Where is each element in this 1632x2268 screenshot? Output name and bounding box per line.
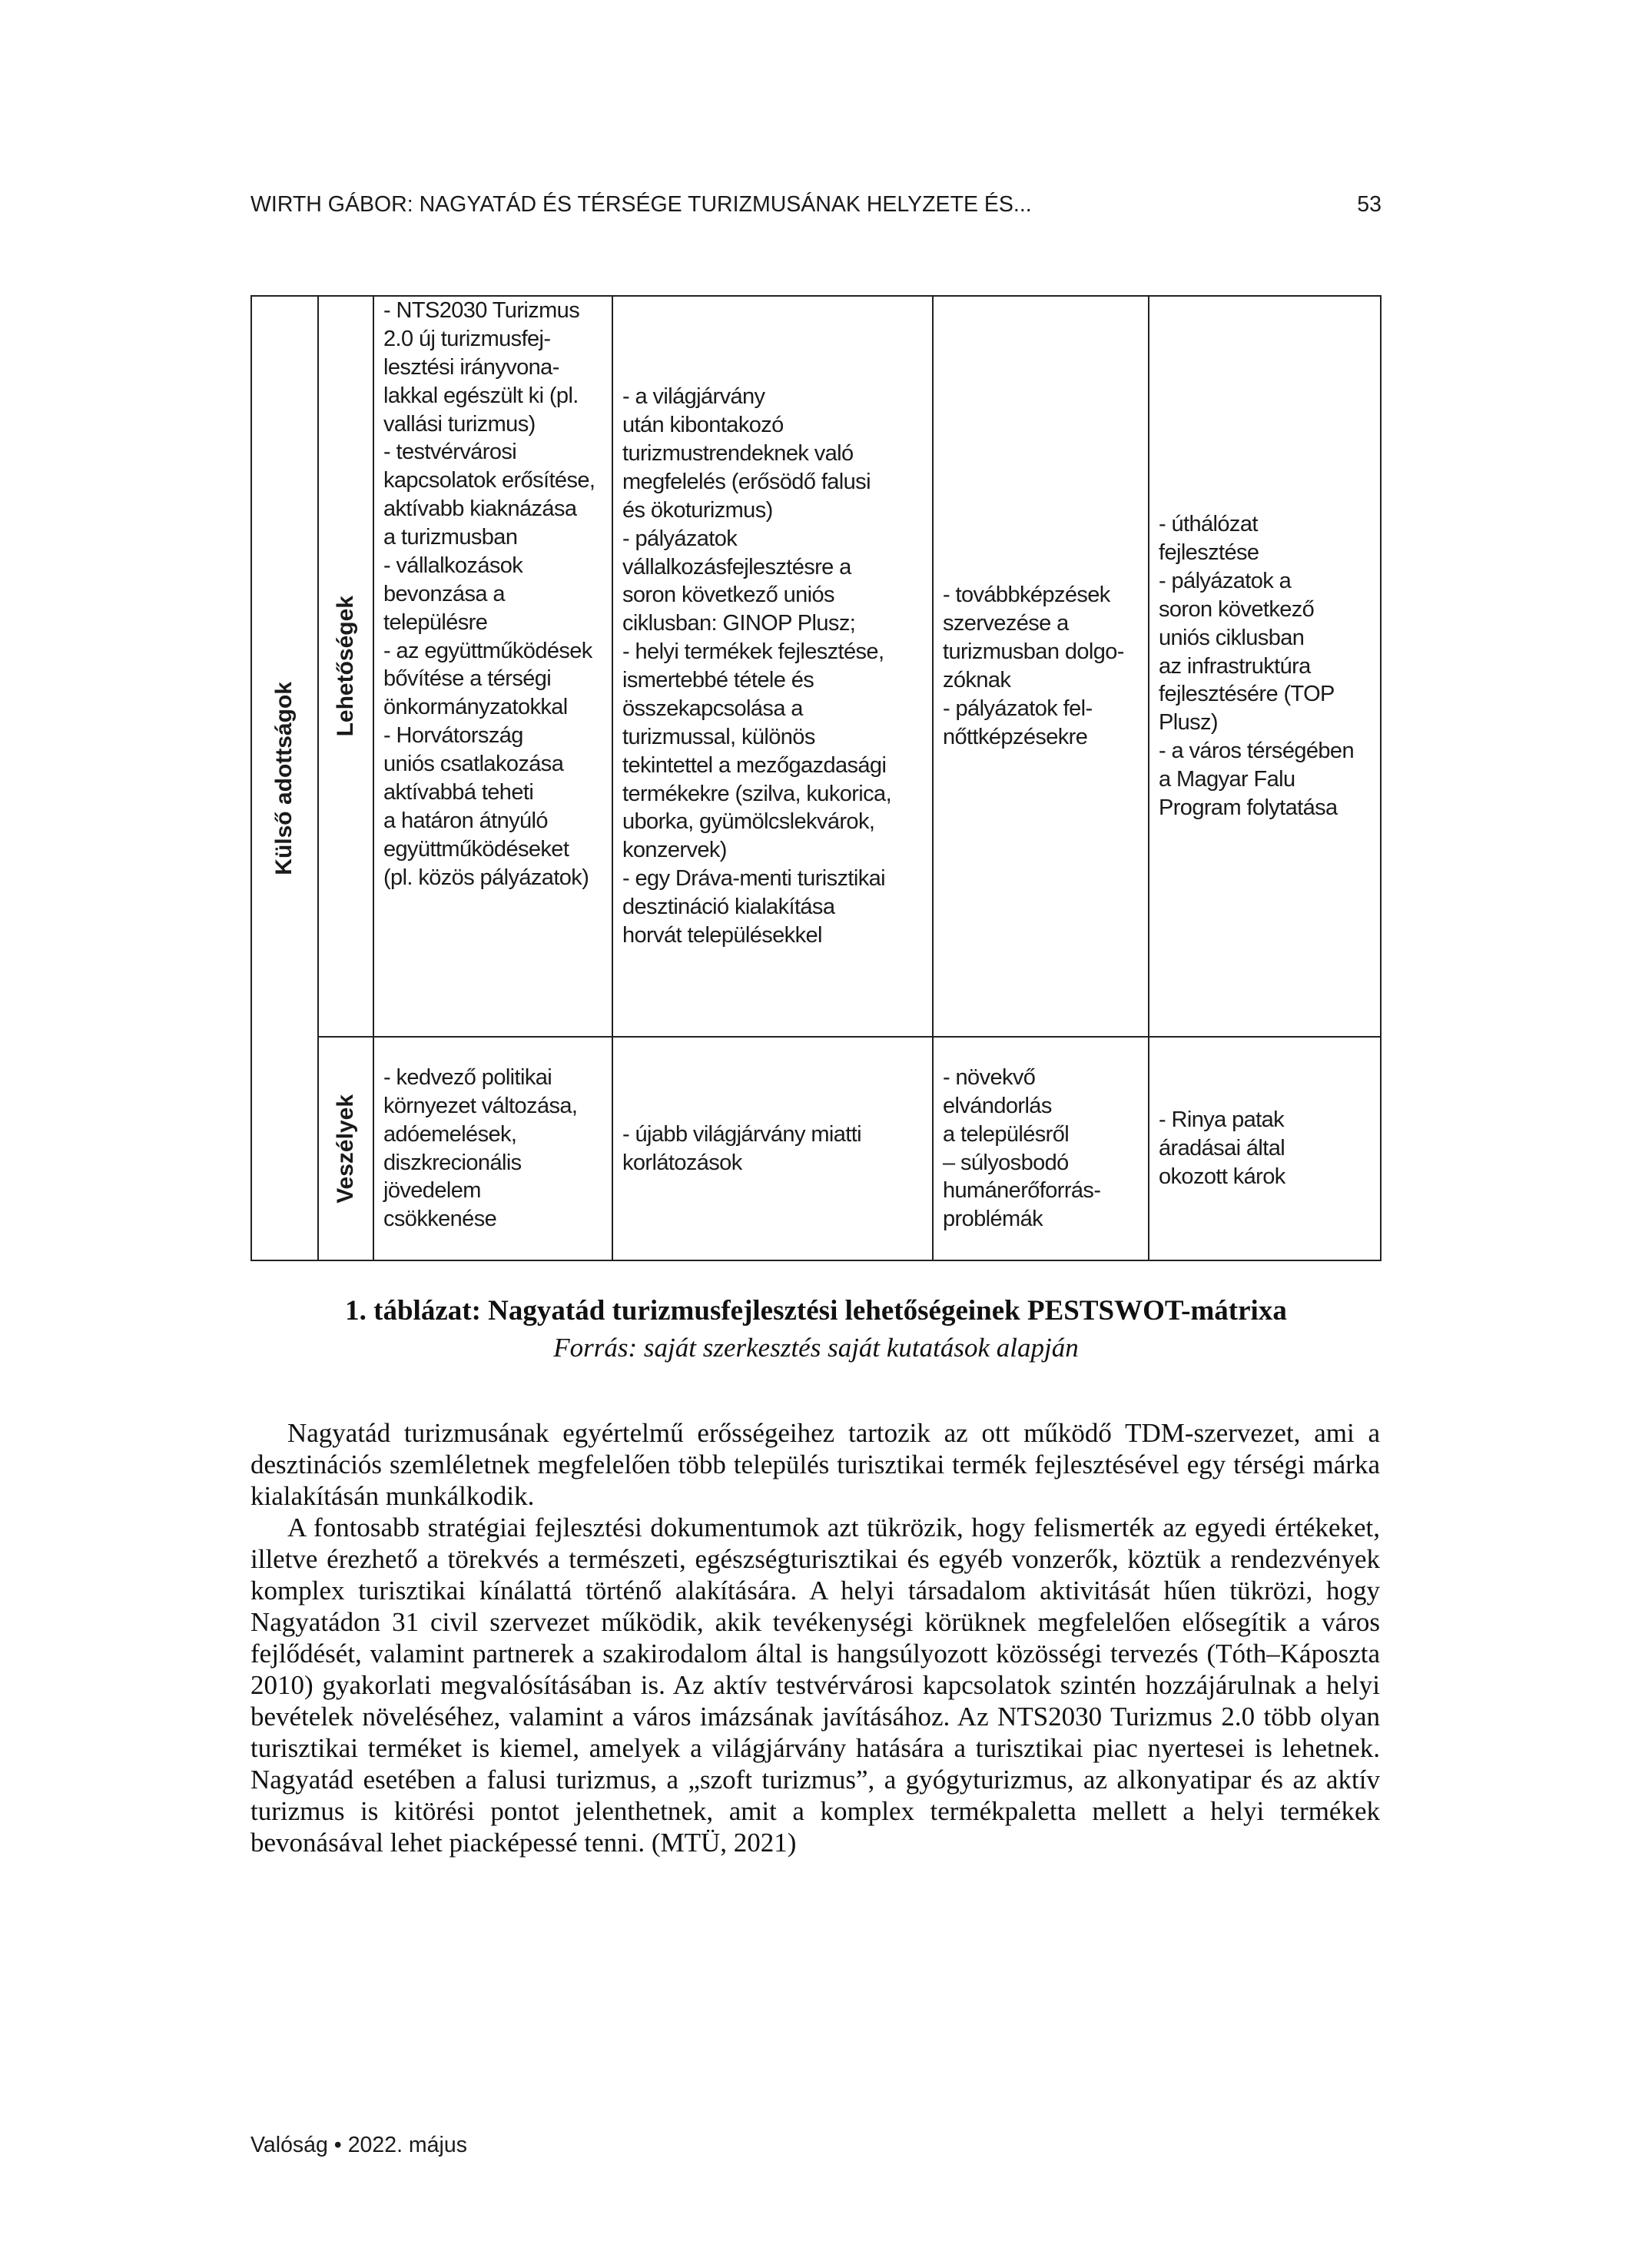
table-cell: - továbbképzések szervezése a turizmusban dolgo- zóknak - pályázatok fel- nőttképzésekre bbox=[933, 296, 1149, 1037]
table-caption-title: 1. táblázat: Nagyatád turizmusfejlesztési lehetőségeinek PESTSWOT-mátrixa bbox=[345, 1295, 1287, 1327]
running-head-title: WIRTH GÁBOR: NAGYATÁD ÉS TÉRSÉGE TURIZMUSÁNAK HELYZETE ÉS... bbox=[250, 192, 1032, 217]
table-cell: - kedvező politikai környezet változása, adóemelések, diszkrecionális jövedelem csökkenése bbox=[373, 1037, 612, 1260]
row-label-cell bbox=[318, 1037, 373, 1260]
table-caption-source: Forrás: saját szerkesztés saját kutatások alapján bbox=[553, 1333, 1079, 1363]
page-footer: Valóság • 2022. május bbox=[250, 2133, 467, 2157]
table-cell: - a világjárvány után kibontakozó turizmustrendeknek való megfelelés (erősödő falusi és ökoturizmus) - pályázatok vállalkozásfejlesztésre a soron következő uniós ciklusban: GINOP Plusz; - helyi termékek fejlesztése, ismertebbé tétele és összekapcsolása a turizmussal, különös tekintettel a mezőgazdasági termékekre (szilva, kukorica, uborka, gyümölcslekvárok, konzervek) - egy Dráva-menti turisztikai desztináció kialakítása horvát településekkel bbox=[612, 296, 933, 1037]
row-label-threats: Veszélyek bbox=[332, 1094, 358, 1204]
table-cell: - Rinya patak áradásai által okozott károk bbox=[1149, 1037, 1381, 1260]
table-row bbox=[251, 1037, 1381, 1260]
outer-label: Külső adottságok bbox=[271, 681, 297, 875]
outer-label-cell bbox=[251, 296, 318, 1260]
row-label-cell bbox=[318, 296, 373, 1037]
pestswot-table bbox=[250, 295, 1382, 1261]
paragraph: Nagyatád turizmusának egyértelmű erősségeihez tartozik az ott működő TDM-szervezet, ami a desztinációs szemléletnek megfelelően több település turisztikai termék fejlesztésével egy térségi márka kialakításán munkálkodik. bbox=[250, 1418, 1380, 1511]
table-row bbox=[251, 296, 1381, 1037]
running-head bbox=[250, 192, 1382, 218]
table-cell: - úthálózat fejlesztése - pályázatok a soron következő uniós ciklusban az infrastruktúra fejlesztésére (TOP Plusz) - a város térségében a Magyar Falu Program folytatása bbox=[1149, 296, 1381, 1037]
page-number: 53 bbox=[1357, 192, 1382, 217]
table-cell: - újabb világjárvány miatti korlátozások bbox=[612, 1037, 933, 1260]
row-label-opportunities: Lehetőségek bbox=[332, 596, 358, 737]
table-cell: - NTS2030 Turizmus 2.0 új turizmusfej- lesztési irányvona- lakkal egészült ki (pl. vallási turizmus) - testvérvárosi kapcsolatok erősítése, aktívabb kiaknázása a turizmusban - vállalkozások bevonzása a településre - az együttműködések bővítése a térségi önkormányzatokkal - Horvátország uniós csatlakozása aktívabbá teheti a határon átnyúló együttműködéseket (pl. közös pályázatok) bbox=[373, 296, 612, 1037]
paragraph: A fontosabb stratégiai fejlesztési dokumentumok azt tükrözik, hogy felismerték az egyedi értékeket, illetve érezhető a törekvés a természeti, egészségturisztikai és egyéb vonzerők, köztük a rendezvények komplex turisztikai kínálattá történő alakítására. A helyi társadalom aktivitását hűen tükrözi, hogy Nagyatádon 31 civil szervezet működik, akik tevékenységi körüknek megfelelően elősegítik a város fejlődését, valamint partnerek a szakirodalom által is hangsúlyozott közösségi tervezés (Tóth–Káposzta 2010) gyakorlati megvalósításában is. Az aktív testvérvárosi kapcsolatok szintén hozzájárulnak a helyi bevételek növeléséhez, valamint a város imázsának javításához. Az NTS2030 Turizmus 2.0 több olyan turisztikai terméket is kiemel, amelyek a világjárvány hatására a turisztikai piac nyertesei is lehetnek. Nagyatád esetében a falusi turizmus, a „szoft turizmus”, a gyógyturizmus, az alkonyatipar és az aktív turizmus is kitörési pontot jelenthetnek, amit a komplex termékpaletta mellett a helyi termékek bevonásával lehet piacképessé tenni. (MTÜ, 2021) bbox=[250, 1513, 1380, 1858]
body-text bbox=[250, 1417, 1380, 1858]
table-cell: - növekvő elvándorlás a településről – súlyosbodó humánerőforrás- problémák bbox=[933, 1037, 1149, 1260]
